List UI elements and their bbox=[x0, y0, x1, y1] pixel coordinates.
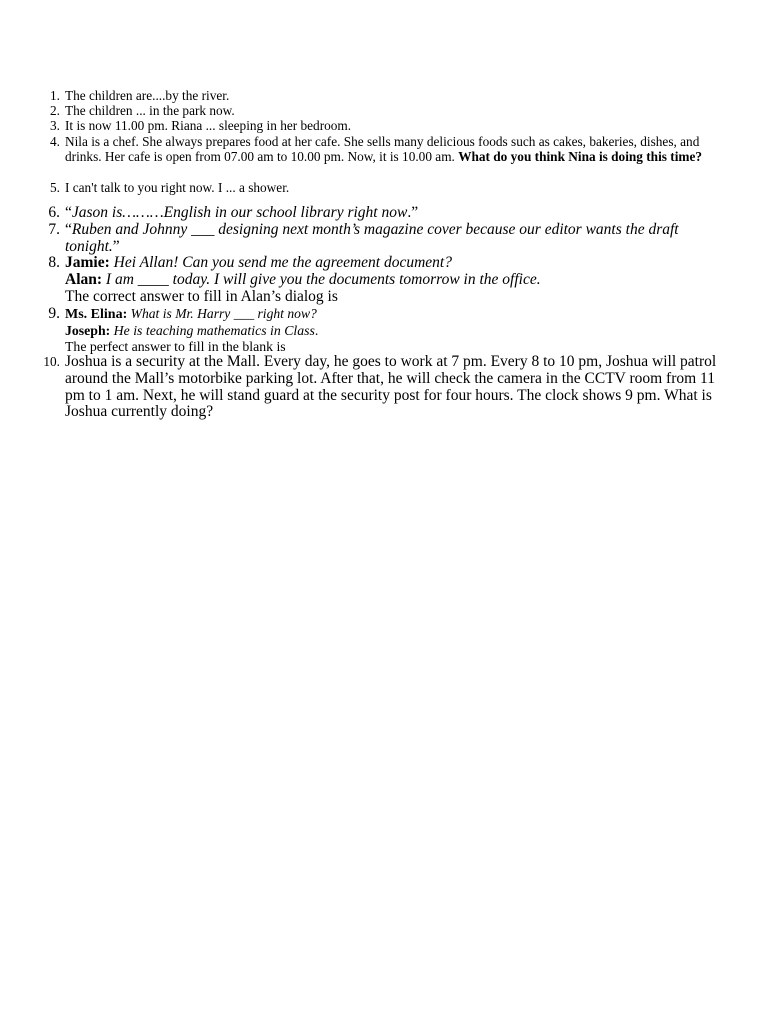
question-prompt: The correct answer to fill in Alan’s dialog is bbox=[65, 287, 338, 305]
dialog-text: What is Mr. Harry ___ right now? bbox=[127, 306, 317, 321]
close-quote: ” bbox=[112, 237, 120, 255]
speaker-name: Ms. Elina: bbox=[65, 307, 128, 322]
question-text bbox=[65, 134, 739, 164]
dialog-text: I am ____ today. I will give you the documents tomorrow in the office. bbox=[102, 270, 541, 288]
dialog-line-2 bbox=[65, 323, 745, 339]
open-quote: “ bbox=[65, 221, 72, 238]
question-text: I can't talk to you right now. I ... a shower. bbox=[65, 180, 290, 195]
question-text bbox=[65, 222, 701, 256]
question-quote: Jason is………English in our school library right now bbox=[71, 204, 408, 221]
question-text: The children ... in the park now. bbox=[65, 103, 235, 118]
question-number: 4. bbox=[50, 134, 60, 149]
question-dialog bbox=[65, 255, 745, 305]
question-number: 5. bbox=[50, 180, 60, 195]
question-dialog bbox=[65, 306, 745, 354]
question-number: 7. bbox=[48, 221, 60, 238]
question-prompt: What do you think Nina is doing this time? bbox=[458, 149, 703, 165]
speaker-name: Alan: bbox=[65, 270, 103, 288]
question-prompt: The perfect answer to fill in the blank is bbox=[65, 338, 286, 354]
speaker-name: Jamie: bbox=[65, 254, 110, 271]
dialog-line-2 bbox=[65, 272, 745, 289]
close-quote: .” bbox=[407, 204, 419, 221]
question-quote: Ruben and Johnny ___ designing next month’s magazine cover because our editor wants the draft tonight. bbox=[65, 221, 679, 255]
dialog-line-1 bbox=[65, 255, 745, 272]
question-number: 2. bbox=[50, 103, 60, 118]
dialog-text: He is teaching mathematics in Class bbox=[110, 323, 315, 338]
question-number: 10. bbox=[43, 354, 60, 369]
question-text bbox=[65, 205, 745, 222]
question-number: 9. bbox=[48, 305, 60, 322]
question-number: 6. bbox=[48, 204, 60, 221]
open-quote: “ bbox=[65, 204, 72, 221]
question-number: 1. bbox=[50, 88, 60, 103]
question-body: Nila is a chef. She always prepares food at her cafe. She sells many delicious foods such as cakes, bakeries, dishes, and drinks. Her cafe is open from 07.00 am to 10.00 pm. Now, it is 10.00 am. bbox=[65, 134, 700, 165]
dialog-line-1 bbox=[65, 306, 745, 323]
question-number: 8. bbox=[48, 254, 60, 271]
question-text: Joshua is a security at the Mall. Every day, he goes to work at 7 pm. Every 8 to 10 pm, Joshua will patrol around the Mall’s motorbike parking lot. After that, he will check the camera in the CCTV room from 11 pm to 1 am. Next, he will stand guard at the security post for four hours. The clock shows 9 pm. What is Joshua currently doing? bbox=[65, 353, 717, 421]
question-text: The children are....by the river. bbox=[65, 88, 230, 103]
period: . bbox=[314, 323, 319, 338]
question-text: It is now 11.00 pm. Riana ... sleeping in her bedroom. bbox=[65, 118, 352, 133]
dialog-text: Hei Allan! Can you send me the agreement document? bbox=[109, 254, 452, 271]
question-number: 3. bbox=[50, 118, 60, 133]
speaker-name: Joseph: bbox=[65, 323, 111, 338]
